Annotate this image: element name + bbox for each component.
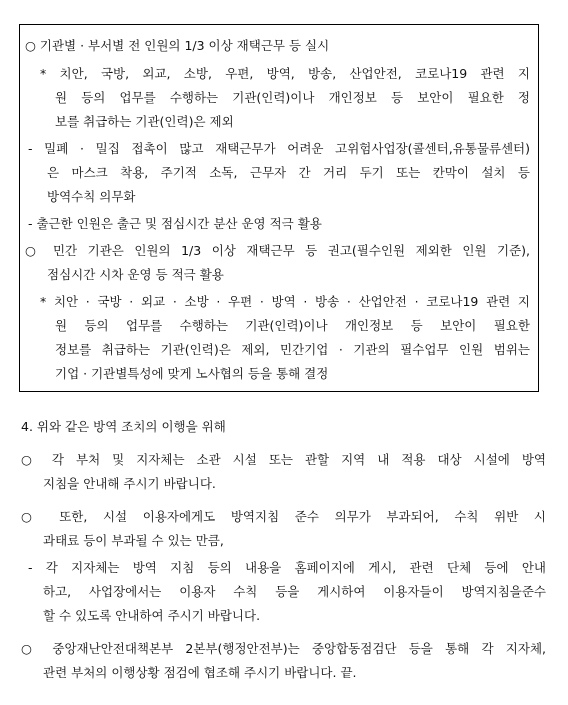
box-item-1-line-1: ○ 기관별 · 부서별 전 인원의 1/3 이상 재택근무 등 실시 [25, 38, 330, 53]
body-item-4-line-1: ○ 중앙재난안전대책본부 2본부(행정안전부)는 중앙합동점검단 등을 통해 각 지자체, [21, 641, 546, 656]
body-item-3-line-2: 하고, 사업장에서는 이용자 수칙 등을 게시하여 이용자들이 방역지침을준수 [43, 584, 546, 599]
box-item-3-line-1: - 밀폐 · 밀집 접촉이 많고 재택근무가 어려운 고위험사업장(콜센터,유통물류센터) [28, 141, 530, 156]
body-item-1-line-2: 지침을 안내해 주시기 바랍니다. [43, 476, 216, 491]
box-item-5-line-1: ○ 민간 기관은 인원의 1/3 이상 재택근무 등 권고(필수인원 제외한 인원 기준), [25, 243, 530, 258]
box-item-6-line-4: 기업 · 기관별특성에 맞게 노사협의 등을 통해 결정 [55, 366, 329, 381]
box-item-2-line-1: * 치안, 국방, 외교, 소방, 우편, 방역, 방송, 산업안전, 코로나19 관련 지 [40, 66, 530, 81]
box-item-6-line-1: * 치안 · 국방 · 외교 · 소방 · 우편 · 방역 · 방송 · 산업안전 · 코로나19 관련 지 [40, 294, 530, 309]
section-heading: 4. 위와 같은 방역 조치의 이행을 위해 [21, 419, 226, 434]
body-item-2-line-1: ○ 또한, 시설 이용자에게도 방역지침 준수 의무가 부과되어, 수칙 위반 시 [21, 509, 546, 524]
box-item-3-line-3: 방역수칙 의무화 [47, 189, 136, 204]
body-item-1-line-1: ○ 각 부처 및 지자체는 소관 시설 또는 관할 지역 내 적용 대상 시설에 방역 [21, 452, 546, 467]
box-item-6-line-2: 원 등의 업무를 수행하는 기관(인력)이나 개인정보 등 보안이 필요한 [55, 318, 530, 333]
body-item-3-line-3: 할 수 있도록 안내하여 주시기 바랍니다. [43, 608, 261, 623]
box-item-6-line-3: 정보를 취급하는 기관(인력)은 제외, 민간기업 · 기관의 필수업무 인원 범위는 [55, 342, 530, 357]
box-item-2-line-2: 원 등의 업무를 수행하는 기관(인력)이나 개인정보 등 보안이 필요한 정 [55, 90, 530, 105]
box-item-3-line-2: 은 마스크 착용, 주기적 소독, 근무자 간 거리 두기 또는 칸막이 설치 등 [47, 165, 530, 180]
body-item-3-line-1: - 각 지자체는 방역 지침 등의 내용을 홈페이지에 게시, 관련 단체 등에 안내 [28, 560, 546, 575]
box-item-4-line-1: - 출근한 인원은 출근 및 점심시간 분산 운영 적극 활용 [28, 216, 322, 231]
box-item-2-line-3: 보를 취급하는 기관(인력)은 제외 [55, 114, 234, 129]
body-item-2-line-2: 과태료 등이 부과될 수 있는 만큼, [43, 533, 224, 548]
box-item-5-line-2: 점심시간 시차 운영 등 적극 활용 [47, 267, 224, 282]
body-item-4-line-2: 관련 부처의 이행상황 점검에 협조해 주시기 바랍니다. 끝. [43, 665, 357, 680]
